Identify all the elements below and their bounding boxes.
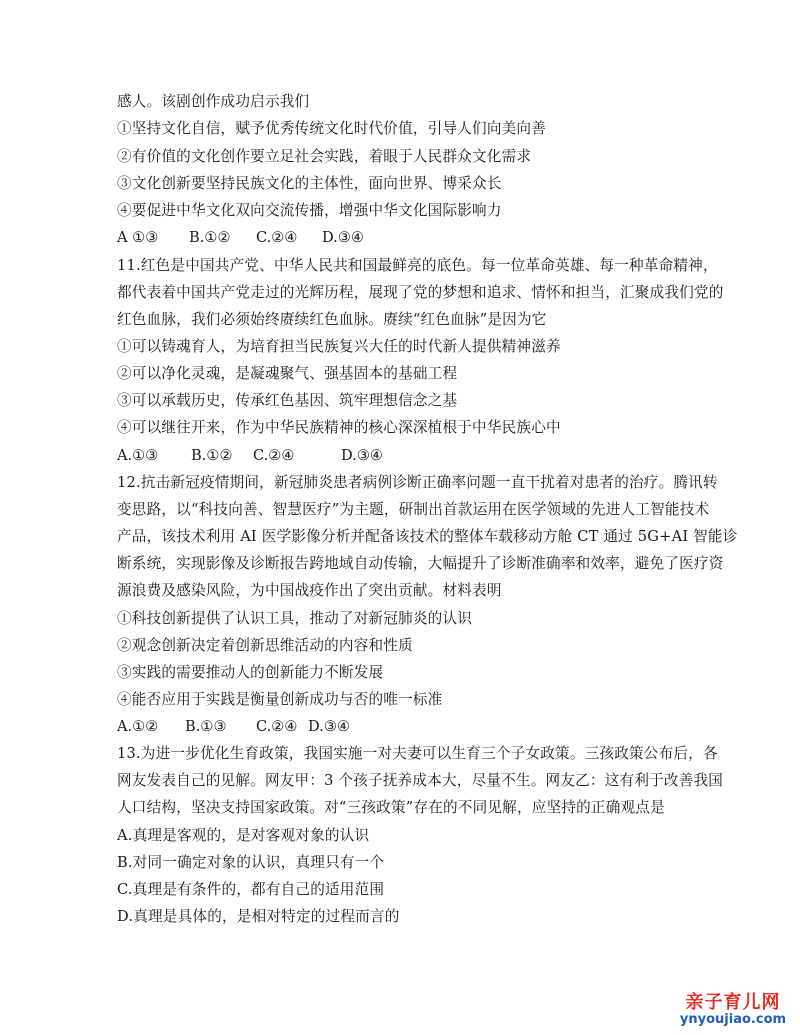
- q11-option-c: C.②④: [253, 447, 295, 464]
- q11-item-1: ①可以铸魂育人，为培育担当民族复兴大任的时代新人提供精神滋养: [117, 338, 561, 355]
- q10-item-1: ①坚持文化自信，赋予优秀传统文化时代价值，引导人们向美向善: [117, 120, 547, 137]
- q10-item-2: ②有价值的文化创作要立足社会实践，着眼于人民群众文化需求: [117, 148, 532, 165]
- q12-stem-line-5: 源浪费及感染风险，为中国战疫作出了突出贡献。材料表明: [117, 582, 502, 599]
- q11-stem-line-3: 红色血脉，我们必须始终赓续红色血脉。赓续“红色血脉”是因为它: [117, 311, 547, 328]
- watermark-site-url: ynyoujiao.com: [679, 1012, 787, 1027]
- q10-option-b: B.①②: [189, 229, 231, 246]
- watermark-site-name: 亲子育儿网: [685, 992, 781, 1013]
- q10-item-3: ③文化创新要坚持民族文化的主体性，面向世界、博采众长: [117, 175, 502, 192]
- q10-item-4: ④要促进中华文化双向交流传播，增强中华文化国际影响力: [117, 202, 502, 219]
- q11-option-a: A.①③: [117, 447, 159, 464]
- q11-option-d: D.③④: [341, 447, 383, 464]
- q12-stem-line-3: 产品，该技术利用 AI 医学影像分析并配备该技术的整体车载移动方舱 CT 通过 5G+AI 智能诊: [117, 528, 738, 545]
- q11-item-4: ④可以继往开来，作为中华民族精神的核心深深植根于中华民族心中: [117, 419, 561, 436]
- q13-choice-b: B.对同一确定对象的认识，真理只有一个: [117, 854, 385, 871]
- q10-option-c: C.②④: [256, 229, 298, 246]
- q11-item-3: ③可以承载历史，传承红色基因、筑牢理想信念之基: [117, 392, 458, 409]
- q12-option-b: B.①③: [185, 718, 227, 735]
- q10-option-d: D.③④: [322, 229, 364, 246]
- q11-stem-line-1: 11.红色是中国共产党、中华人民共和国最鲜亮的底色。每一位革命英雄、每一种革命精神，: [117, 257, 718, 274]
- q13-stem-line-2: 网友发表自己的见解。网友甲：3 个孩子抚养成本大，尽量不生。网友乙：这有利于改善我国: [117, 772, 724, 789]
- q13-stem-line-1: 13.为进一步优化生育政策，我国实施一对夫妻可以生育三个子女政策。三孩政策公布后，各: [117, 745, 718, 762]
- q11-option-b: B.①②: [191, 447, 233, 464]
- q12-item-2: ②观念创新决定着创新思维活动的内容和性质: [117, 637, 413, 654]
- q13-stem-line-3: 人口结构，坚决支持国家政策。对“三孩政策”存在的不同见解，应坚持的正确观点是: [117, 799, 665, 816]
- q13-choice-c: C.真理是有条件的，都有自己的适用范围: [117, 881, 385, 898]
- q12-stem-line-2: 变思路，以“科技向善、智慧医疗”为主题，研制出首款运用在医学领域的先进人工智能技术: [117, 501, 710, 518]
- q13-choice-a: A.真理是客观的，是对客观对象的认识: [117, 827, 370, 844]
- q11-stem-line-2: 都代表着中国共产党走过的光辉历程，展现了党的梦想和追求、情怀和担当，汇聚成我们党的: [117, 284, 724, 301]
- q12-item-4: ④能否应用于实践是衡量创新成功与否的唯一标准: [117, 691, 443, 708]
- q13-choice-d: D.真理是具体的，是相对特定的过程而言的: [117, 908, 400, 925]
- q12-item-1: ①科技创新提供了认识工具，推动了对新冠肺炎的认识: [117, 610, 473, 627]
- q12-stem-line-1: 12.抗击新冠疫情期间，新冠肺炎患者病例诊断正确率问题一直干扰着对患者的治疗。腾讯转: [117, 474, 718, 491]
- q11-item-2: ②可以净化灵魂，是凝魂聚气、强基固本的基础工程: [117, 365, 458, 382]
- q12-option-c: C.②④: [256, 718, 298, 735]
- q10-option-a: A ①③: [117, 229, 159, 246]
- site-watermark: [678, 993, 788, 1029]
- q10-stem-tail: 感人。该剧创作成功启示我们: [117, 93, 310, 110]
- q12-option-d: D.③④: [308, 718, 350, 735]
- q12-option-a: A.①②: [117, 718, 159, 735]
- q12-item-3: ③实践的需要推动人的创新能力不断发展: [117, 664, 384, 681]
- q12-stem-line-4: 断系统，实现影像及诊断报告跨地域自动传输，大幅提升了诊断准确率和效率，避免了医疗资: [117, 555, 724, 572]
